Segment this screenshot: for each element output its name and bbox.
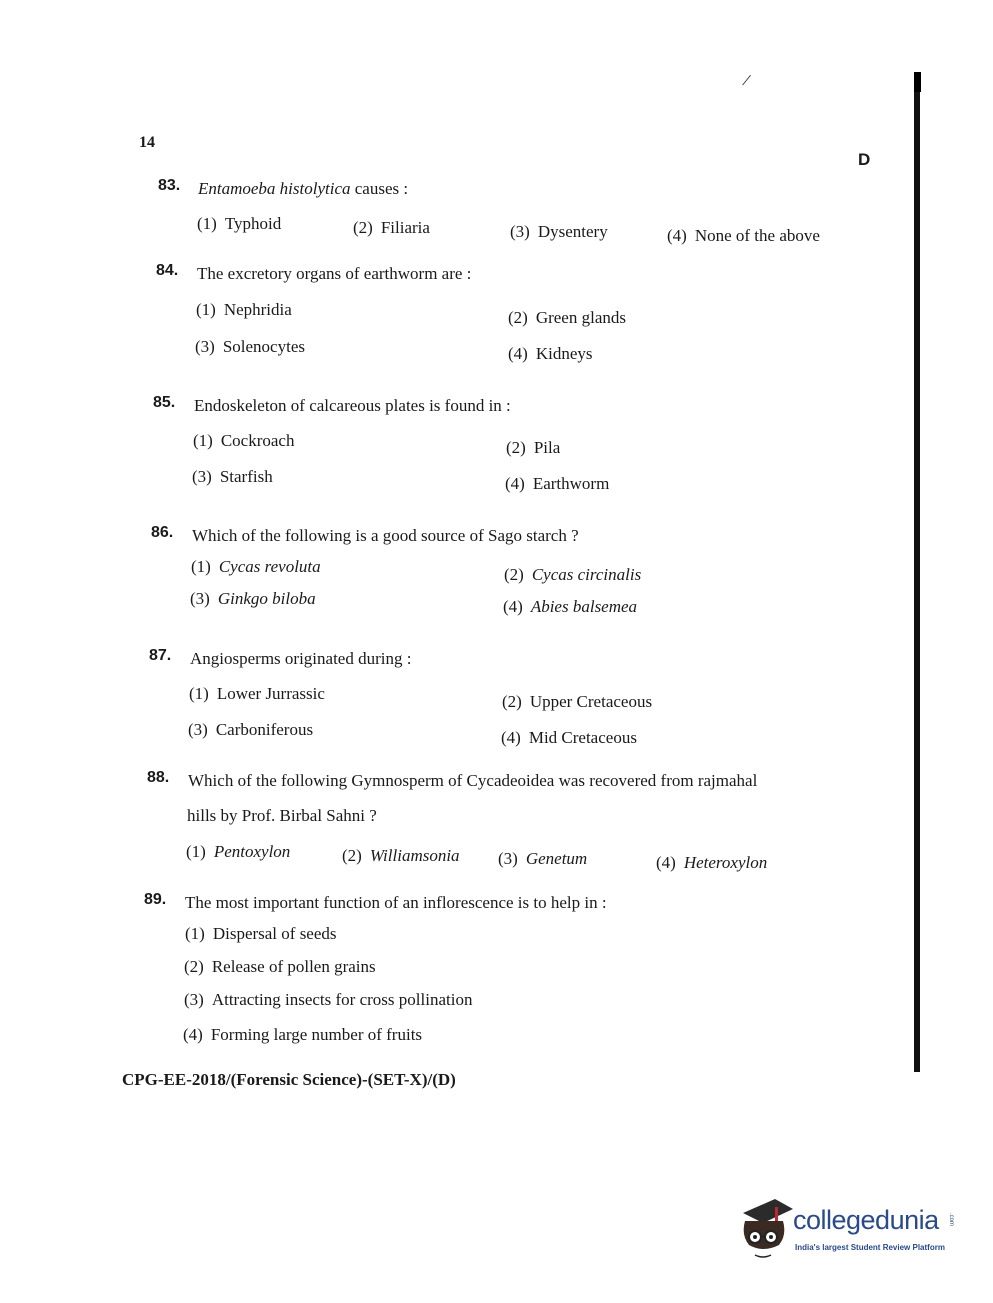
option xyxy=(656,853,767,873)
question-text-line2: hills by Prof. Birbal Sahni ? xyxy=(187,806,377,825)
option xyxy=(503,597,637,617)
option xyxy=(498,849,587,869)
collegedunia-logo[interactable] xyxy=(735,1195,960,1265)
option xyxy=(184,957,376,977)
question-number: 83. xyxy=(158,177,181,194)
option xyxy=(510,222,608,242)
option-text: Green glands xyxy=(535,308,626,327)
option-text: Carboniferous xyxy=(215,720,314,739)
option xyxy=(506,438,560,458)
scan-edge-mark xyxy=(914,72,921,92)
option-number: (2) xyxy=(184,957,204,976)
option-number: (4) xyxy=(505,474,525,493)
option-text: None of the above xyxy=(694,226,820,245)
option xyxy=(186,842,290,862)
option-number: (2) xyxy=(504,565,524,584)
option-text: Heteroxylon xyxy=(683,853,768,872)
option-number: (2) xyxy=(342,846,362,865)
pen-tick-mark: / xyxy=(740,69,753,91)
option xyxy=(188,720,313,740)
option-number: (1) xyxy=(186,842,206,861)
option xyxy=(502,692,652,712)
page-number: 14 xyxy=(139,134,155,151)
option-text: Pila xyxy=(533,438,561,457)
option xyxy=(508,344,593,364)
option-number: (1) xyxy=(189,684,209,703)
option-text: Typhoid xyxy=(224,214,282,233)
option-text: Ginkgo biloba xyxy=(217,589,316,608)
question-number: 88. xyxy=(147,769,170,786)
option-number: (4) xyxy=(508,344,528,363)
option-text: Lower Jurrassic xyxy=(216,684,325,703)
option-text: Williamsonia xyxy=(369,846,460,865)
question-text: Angiosperms originated during : xyxy=(190,649,412,668)
option-number: (2) xyxy=(508,308,528,327)
option-number: (1) xyxy=(196,300,216,319)
option xyxy=(184,990,472,1010)
footer-code: CPG-EE-2018/(Forensic Science)-(SET-X)/(D) xyxy=(122,1070,456,1089)
option xyxy=(189,684,325,704)
option-number: (4) xyxy=(501,728,521,747)
question-text xyxy=(198,179,408,199)
question-text: The excretory organs of earthworm are : xyxy=(197,264,472,283)
option xyxy=(190,589,316,609)
option xyxy=(501,728,637,748)
question-number: 86. xyxy=(151,524,174,541)
question-number: 87. xyxy=(149,647,172,664)
option-number: (2) xyxy=(506,438,526,457)
option xyxy=(185,924,337,944)
logo-wordmark: collegedunia xyxy=(793,1205,939,1235)
option-text: Starfish xyxy=(219,467,273,486)
option-number: (1) xyxy=(191,557,211,576)
option xyxy=(192,467,273,487)
question-number: 89. xyxy=(144,891,167,908)
option-text: Nephridia xyxy=(223,300,292,319)
option-text: Earthworm xyxy=(532,474,610,493)
question-number: 85. xyxy=(153,394,176,411)
option-number: (3) xyxy=(498,849,518,868)
question-text: The most important function of an inflorescence is to help in : xyxy=(185,893,607,912)
scan-edge-bar xyxy=(914,72,920,1072)
option xyxy=(353,218,430,238)
option xyxy=(505,474,609,494)
option-text: Solenocytes xyxy=(222,337,305,356)
option-text: Cycas circinalis xyxy=(531,565,642,584)
question-text-rest: causes : xyxy=(350,179,409,198)
option xyxy=(196,300,292,320)
option-text: Abies balsemea xyxy=(530,597,638,616)
option xyxy=(508,308,626,328)
question-text: Which of the following is a good source of Sago starch ? xyxy=(192,526,579,545)
question-text: Endoskeleton of calcareous plates is found in : xyxy=(194,396,511,415)
option-number: (4) xyxy=(183,1025,203,1044)
option-number: (3) xyxy=(184,990,204,1009)
option xyxy=(504,565,641,585)
option-text: Forming large number of fruits xyxy=(210,1025,423,1044)
option-text: Release of pollen grains xyxy=(211,957,376,976)
option xyxy=(667,226,820,246)
option-text: Filiaria xyxy=(380,218,430,237)
option-text: Cycas revoluta xyxy=(218,557,321,576)
option-text: Kidneys xyxy=(535,344,593,363)
option-text: Pentoxylon xyxy=(213,842,291,861)
set-letter: D xyxy=(858,150,871,169)
option-number: (2) xyxy=(502,692,522,711)
option xyxy=(191,557,321,577)
option xyxy=(197,214,281,234)
option-text: Genetum xyxy=(525,849,588,868)
option-number: (1) xyxy=(193,431,213,450)
option-number: (3) xyxy=(195,337,215,356)
option-number: (1) xyxy=(185,924,205,943)
option-text: Cockroach xyxy=(220,431,295,450)
mascot-icon xyxy=(735,1195,795,1265)
logo-tagline: India's largest Student Review Platform xyxy=(795,1243,945,1252)
option xyxy=(195,337,305,357)
option-number: (3) xyxy=(190,589,210,608)
option xyxy=(193,431,294,451)
option-text: Attracting insects for cross pollination xyxy=(211,990,473,1009)
option-number: (2) xyxy=(353,218,373,237)
option-number: (4) xyxy=(656,853,676,872)
option-text: Dispersal of seeds xyxy=(212,924,337,943)
option-text: Dysentery xyxy=(537,222,608,241)
option-number: (3) xyxy=(192,467,212,486)
option-number: (4) xyxy=(667,226,687,245)
question-number: 84. xyxy=(156,262,179,279)
option xyxy=(183,1025,422,1045)
question-text: Which of the following Gymnosperm of Cycadeoidea was recovered from rajmahal xyxy=(188,771,758,790)
option-number: (3) xyxy=(188,720,208,739)
question-text-italic: Entamoeba histolytica xyxy=(198,179,351,198)
option-number: (4) xyxy=(503,597,523,616)
option-number: (1) xyxy=(197,214,217,233)
option-number: (3) xyxy=(510,222,530,241)
logo-com: .com xyxy=(948,1213,954,1227)
option-text: Mid Cretaceous xyxy=(528,728,637,747)
option-text: Upper Cretaceous xyxy=(529,692,653,711)
option xyxy=(342,846,460,866)
